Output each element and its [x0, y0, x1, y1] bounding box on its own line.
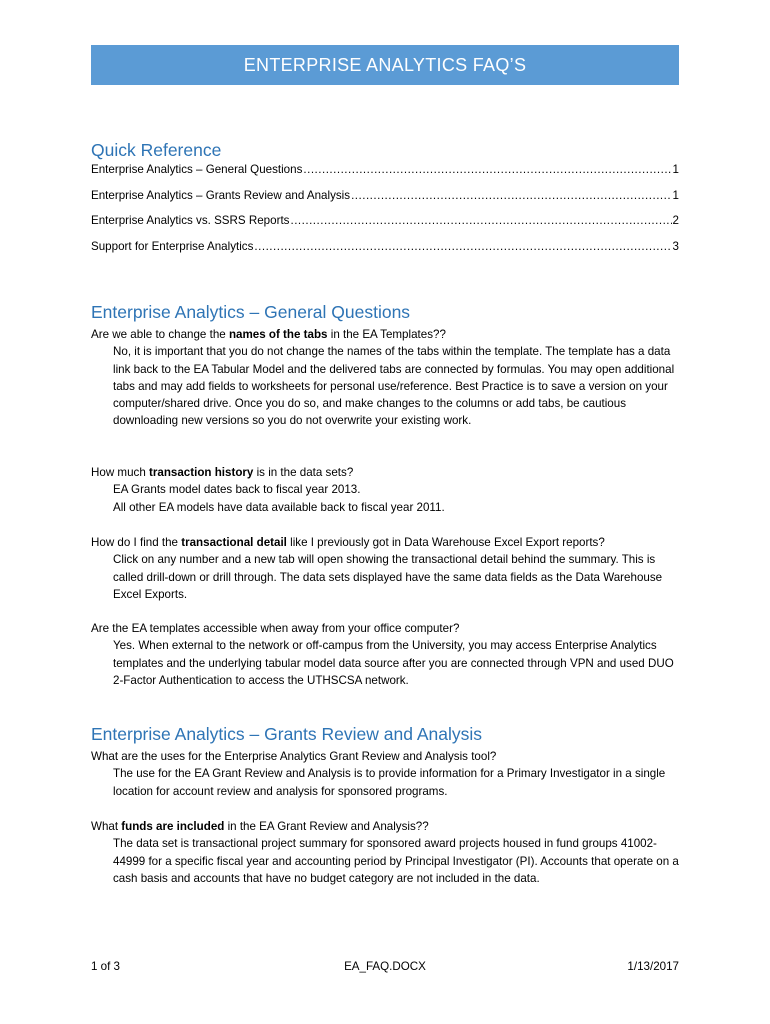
general-questions-heading: Enterprise Analytics – General Questions	[91, 302, 411, 322]
toc-entry-page[interactable]: 2	[672, 214, 679, 228]
toc-entry-label[interactable]: Enterprise Analytics – Grants Review and Analysis	[91, 188, 351, 202]
footer-page-number: 1 of 3	[91, 960, 121, 973]
footer-filename: EA_FAQ.DOCX	[344, 960, 426, 973]
faq-item	[91, 464, 679, 516]
toc-entry-label[interactable]: Enterprise Analytics vs. SSRS Reports	[91, 214, 290, 228]
faq-item	[91, 818, 679, 887]
table-of-contents	[91, 163, 679, 266]
toc-entry-page[interactable]: 3	[672, 240, 679, 254]
toc-leader-dots	[351, 189, 671, 202]
toc-entry[interactable]	[91, 189, 679, 215]
toc-entry-label[interactable]: Support for Enterprise Analytics	[91, 240, 254, 254]
faq-question: What funds are included in the EA Grant Review and Analysis??	[91, 820, 429, 833]
faq-answer: Click on any number and a new tab will open showing the transactional detail behind the summary. This is called drill-down or drill through. The data sets displayed have the same data fields as the Data Warehouse Excel Exports.	[113, 553, 663, 601]
faq-item	[91, 748, 679, 800]
toc-entry[interactable]	[91, 163, 679, 189]
faq-question: What are the uses for the Enterprise Analytics Grant Review and Analysis tool?	[91, 750, 497, 763]
faq-answer: The use for the EA Grant Review and Analysis is to provide information for a Primary Investigator in a single location for account review and analysis for sponsored programs.	[113, 767, 666, 798]
toc-leader-dots	[290, 214, 671, 227]
faq-answer: EA Grants model dates back to fiscal year 2013.	[113, 483, 361, 497]
toc-leader-dots	[303, 163, 671, 176]
faq-answer: The data set is transactional project summary for sponsored award projects housed in fund groups 41002-44999 for a specific fiscal year and accounting period by Principal Investigator (PI). Accounts that operate on a cash basis and accounts that have no budget category are not included in the data.	[113, 837, 679, 885]
page-footer	[91, 960, 679, 973]
faq-item	[91, 326, 679, 430]
faq-question: How much transaction history is in the data sets?	[91, 466, 354, 479]
document-title-bar	[91, 45, 679, 85]
faq-question: Are the EA templates accessible when away from your office computer?	[91, 622, 460, 635]
quick-reference-heading: Quick Reference	[91, 140, 222, 160]
toc-entry[interactable]	[91, 240, 679, 266]
toc-entry-label[interactable]: Enterprise Analytics – General Questions	[91, 163, 303, 176]
faq-question: How do I find the transactional detail like I previously got in Data Warehouse Excel Export reports?	[91, 536, 605, 549]
faq-answer: Yes. When external to the network or off-campus from the University, you may access Enterprise Analytics templates and the underlying tabular model data source after you are connected through VPN and used DUO 2-Factor Authentication to access the UTHSCSA network.	[113, 639, 674, 687]
toc-leader-dots	[254, 240, 671, 253]
toc-entry[interactable]	[91, 214, 679, 240]
footer-date: 1/13/2017	[627, 960, 679, 973]
faq-item	[91, 534, 679, 603]
faq-answer: No, it is important that you do not change the names of the tabs within the template. The template has a data link back to the EA Tabular Model and the delivered tabs are connected by formulas. You may open additional tabs and may add fields to worksheets for personal use/reference. Best Practice is to save a version on your computer/shared drive. Once you do so, and make changes to the columns or add tabs, be cautious downloading new versions so you do not overwrite your existing work.	[113, 345, 675, 428]
grants-review-heading: Enterprise Analytics – Grants Review and Analysis	[91, 724, 483, 744]
faq-question: Are we able to change the names of the tabs in the EA Templates??	[91, 328, 446, 341]
faq-answer: All other EA models have data available back to fiscal year 2011.	[113, 500, 445, 514]
document-title: ENTERPRISE ANALYTICS FAQ’S	[243, 54, 527, 75]
faq-item	[91, 620, 679, 689]
toc-entry-page[interactable]: 1	[672, 163, 679, 176]
toc-entry-page[interactable]: 1	[672, 188, 679, 202]
